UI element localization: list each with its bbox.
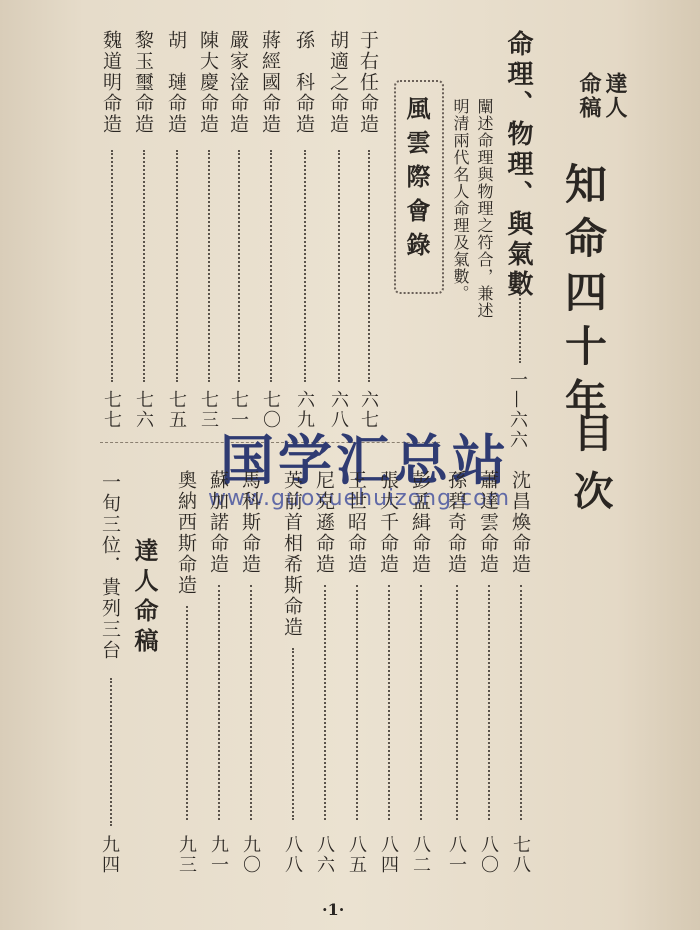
toc-entry-name: 孫碧奇命造 [445, 470, 467, 575]
last-entry-page: 九四 [99, 835, 120, 875]
toc-entry-page: 七八 [510, 835, 531, 875]
toc-entry-leader [111, 150, 113, 382]
toc-entry-page: 八五 [346, 835, 367, 875]
toc-entry-leader [143, 150, 145, 382]
toc-entry-leader [356, 585, 358, 820]
toc-entry-leader [520, 585, 522, 820]
toc-entry-leader [186, 606, 188, 820]
watermark-url: www.guoxuehuizong.com [208, 486, 511, 511]
toc-entry-name: 奧納西斯命造 [175, 470, 197, 596]
section1-desc-1: 闡述命理與物理之符合，兼述 [475, 98, 494, 319]
toc-entry-name: 孫 科命造 [293, 30, 315, 135]
toc-entry-name: 張大千命造 [377, 470, 399, 575]
toc-entry-leader [238, 150, 240, 382]
toc-entry-name: 英前首相希斯命造 [281, 470, 303, 638]
toc-entry-page: 六七 [358, 390, 379, 430]
toc-entry-page: 九〇 [240, 835, 261, 875]
toc-heading: 目次 [567, 412, 614, 528]
toc-entry-page: 九三 [176, 835, 197, 875]
toc-entry-leader [420, 585, 422, 820]
page-number: ·1· [322, 900, 345, 919]
book-title: 知命四十年 [559, 162, 608, 432]
toc-entry-name: 胡 璉命造 [165, 30, 187, 135]
toc-entry-name: 于右任命造 [357, 30, 379, 135]
watermark-text: 国学汇总站 [220, 429, 510, 492]
toc-entry-name: 蕭達雲命造 [477, 470, 499, 575]
toc-entry-page: 七一 [228, 390, 249, 430]
section2-heading: 風雲際會錄 [402, 96, 431, 266]
toc-entry-leader [456, 585, 458, 820]
last-entry-leader [110, 678, 112, 826]
section3-heading: 達人命稿 [130, 538, 159, 658]
toc-entry-name: 尼克遜命造 [313, 470, 335, 575]
toc-entry-leader [304, 150, 306, 382]
author-line-1: 達人 [602, 72, 628, 120]
toc-entry-name: 王世昭命造 [345, 470, 367, 575]
toc-entry-name: 嚴家淦命造 [227, 30, 249, 135]
toc-entry-page: 八〇 [478, 835, 499, 875]
section1-pages: 一—六六 [507, 370, 528, 450]
toc-entry-name: 蘇加諾命造 [207, 470, 229, 575]
toc-entry-name: 陳大慶命造 [197, 30, 219, 135]
toc-entry-page: 八六 [314, 835, 335, 875]
toc-entry-name: 沈昌煥命造 [509, 470, 531, 575]
toc-entry-name: 魏道明命造 [100, 30, 122, 135]
toc-entry-leader [270, 150, 272, 382]
toc-entry-page: 八四 [378, 835, 399, 875]
toc-entry-leader [488, 585, 490, 820]
toc-entry-page: 七五 [166, 390, 187, 430]
author-line-2: 命稿 [576, 72, 602, 120]
toc-entry-leader [324, 585, 326, 820]
toc-entry-name: 馬科斯命造 [239, 470, 261, 575]
section1-heading: 命理、物理、與氣數 [503, 30, 533, 300]
toc-entry-page: 六九 [294, 390, 315, 430]
toc-entry-leader [338, 150, 340, 382]
last-entry-name: 一旬三位．貴列三台 [99, 472, 121, 661]
section1-leader [519, 275, 521, 363]
section1-desc-2: 明清兩代名人命理及氣數。 [451, 98, 470, 302]
toc-entry-leader [368, 150, 370, 382]
toc-entry-leader [292, 648, 294, 820]
toc-entry-name: 蔣經國命造 [259, 30, 281, 135]
toc-entry-leader [176, 150, 178, 382]
toc-entry-page: 八一 [446, 835, 467, 875]
toc-entry-leader [388, 585, 390, 820]
toc-entry-page: 八二 [410, 835, 431, 875]
toc-entry-page: 七〇 [260, 390, 281, 430]
toc-entry-name: 彭孟緝命造 [409, 470, 431, 575]
toc-entry-name: 胡適之命造 [327, 30, 349, 135]
toc-entry-leader [208, 150, 210, 382]
toc-entry-page: 九一 [208, 835, 229, 875]
toc-entry-page: 七六 [133, 390, 154, 430]
toc-entry-page: 六八 [328, 390, 349, 430]
toc-entry-name: 黎玉璽命造 [132, 30, 154, 135]
toc-entry-leader [250, 585, 252, 820]
toc-entry-leader [218, 585, 220, 820]
toc-entry-page: 八八 [282, 835, 303, 875]
toc-entry-page: 七七 [101, 390, 122, 430]
toc-entry-page: 七三 [198, 390, 219, 430]
